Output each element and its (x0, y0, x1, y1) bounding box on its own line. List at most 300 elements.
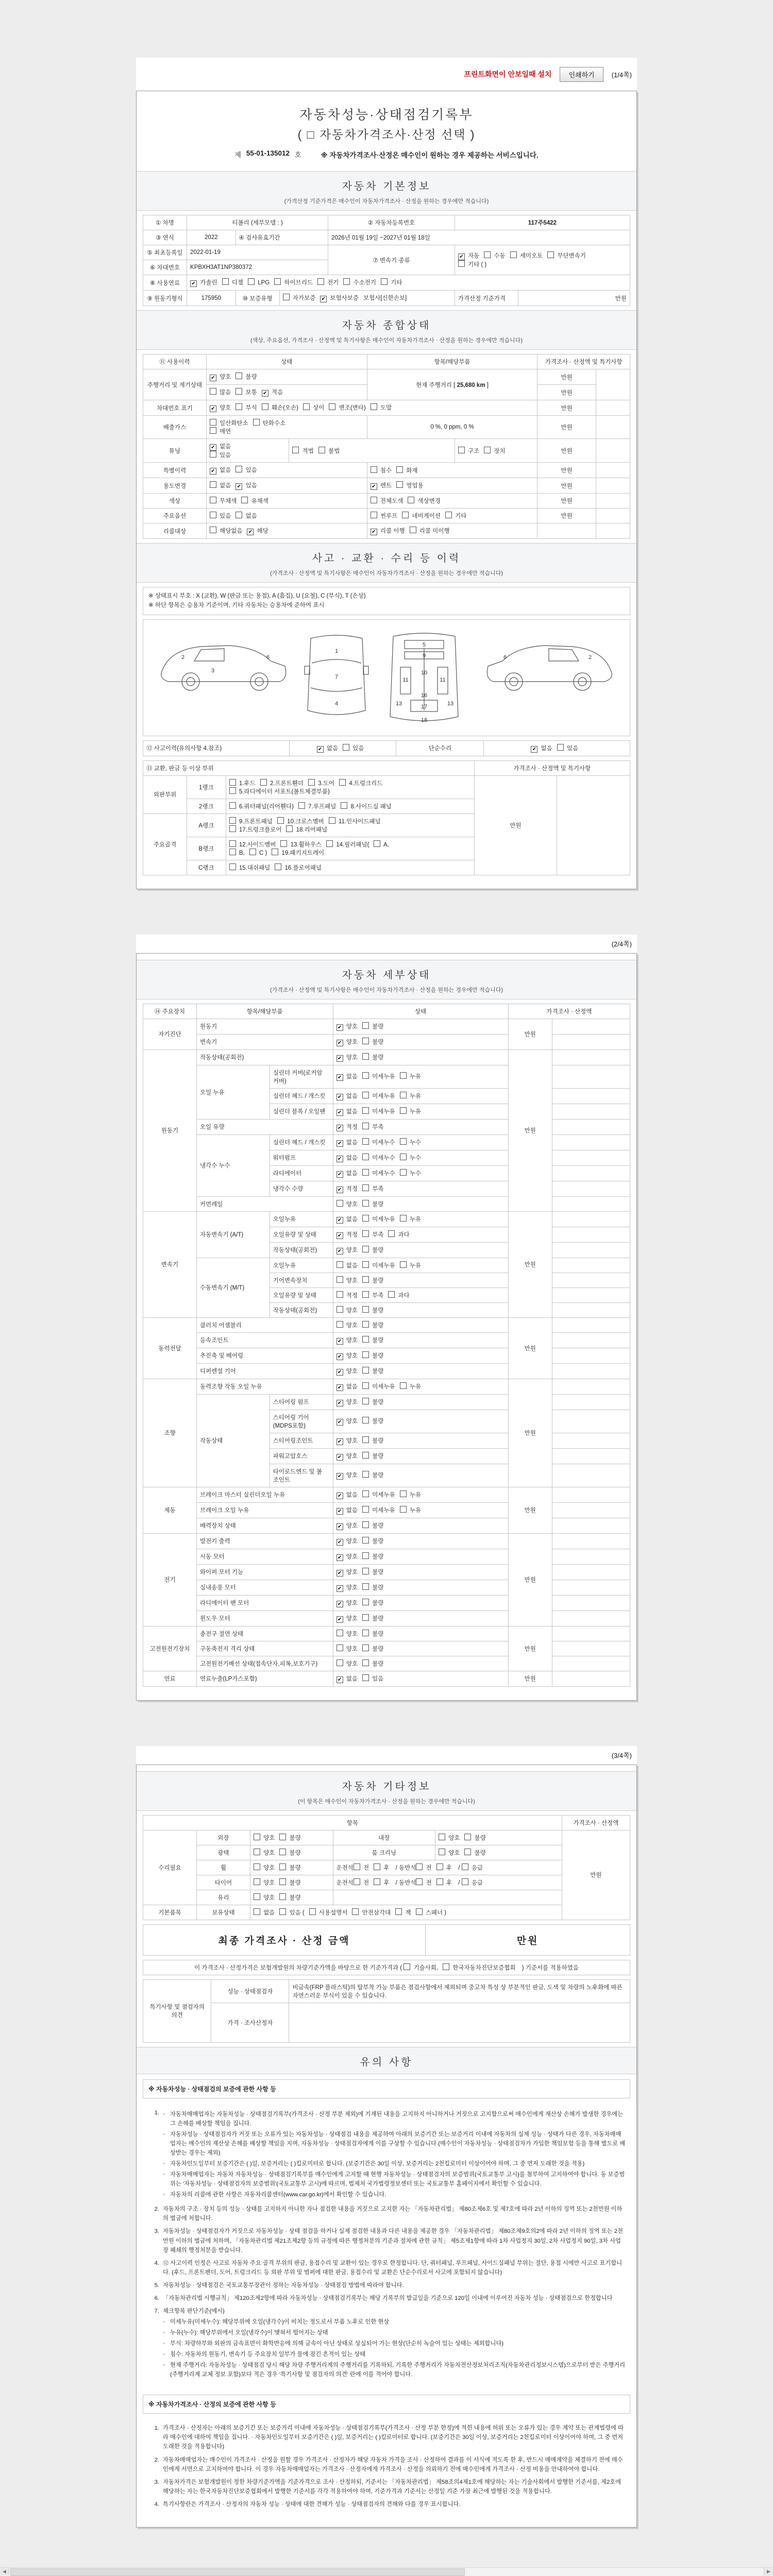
checkbox-label: 양호 (344, 1553, 358, 1560)
check-option (400, 1506, 421, 1514)
checkbox-icon[interactable] (436, 1863, 443, 1870)
checkbox-icon[interactable] (210, 427, 216, 434)
table-cell (552, 1410, 630, 1433)
checkbox-icon[interactable]: ✔ (210, 468, 216, 474)
check-option (318, 447, 340, 455)
checkbox-icon[interactable] (354, 1863, 360, 1870)
checkbox-icon[interactable] (254, 1893, 260, 1900)
checkbox-icon[interactable] (337, 1306, 343, 1313)
checkbox-icon[interactable] (362, 1398, 369, 1404)
page-indicator-2: (2/4쪽) (611, 940, 632, 948)
checkbox-icon[interactable] (337, 1261, 343, 1268)
checkbox-icon[interactable] (210, 451, 216, 457)
checkbox-icon[interactable] (400, 1107, 407, 1114)
checkbox-icon[interactable] (400, 1261, 407, 1268)
checkbox-icon[interactable] (439, 1834, 445, 1840)
table-cell (552, 1348, 630, 1363)
checkbox-icon[interactable] (362, 1490, 369, 1497)
checkbox-label: 자동 (466, 253, 480, 259)
checkbox-label: 유채색 (249, 498, 268, 504)
checkbox-icon[interactable] (374, 1863, 380, 1870)
checkbox-label: 양호 (344, 1247, 358, 1253)
checkbox-icon[interactable] (260, 779, 267, 786)
checkbox-icon[interactable] (254, 1834, 260, 1840)
checkbox-label: 불량 (370, 1522, 384, 1529)
check-option (337, 1490, 358, 1499)
checkbox-label: 해당 (255, 528, 268, 534)
checkbox-icon[interactable] (277, 817, 284, 824)
checkbox-icon[interactable]: ✔ (531, 746, 537, 753)
checkbox-icon[interactable] (371, 466, 377, 473)
checkbox-icon[interactable] (362, 1506, 369, 1513)
table-cell (552, 1287, 630, 1302)
checkbox-icon[interactable] (229, 817, 236, 824)
checkbox-icon[interactable] (343, 278, 350, 285)
checkbox-icon[interactable] (462, 1863, 468, 1870)
notice-item-number: 6. (154, 2295, 159, 2301)
check-option (362, 1291, 383, 1299)
checkbox-icon[interactable] (210, 527, 216, 533)
checkbox-icon[interactable]: ✔ (317, 746, 324, 753)
checkbox-icon[interactable] (292, 447, 299, 453)
checkbox-icon[interactable]: ✔ (210, 405, 216, 412)
checkbox-icon[interactable] (279, 1893, 286, 1900)
checkbox-icon[interactable]: ✔ (337, 1419, 343, 1426)
checkbox-icon[interactable] (272, 849, 278, 855)
check-option (241, 497, 268, 505)
checkbox-icon[interactable] (362, 1053, 369, 1060)
checkbox-icon[interactable] (362, 1072, 369, 1079)
checkbox-label: 안전삼각대 (360, 1909, 391, 1916)
checkbox-icon[interactable]: ✔ (210, 375, 216, 381)
check-option (439, 1834, 460, 1842)
checkbox-icon[interactable]: ✔ (458, 253, 465, 260)
checkbox-icon[interactable] (309, 1908, 316, 1915)
checkbox-icon[interactable] (400, 1215, 407, 1222)
checkbox-icon[interactable] (362, 1537, 369, 1544)
checkbox-icon[interactable]: ✔ (337, 1094, 343, 1100)
table-cell: 차대번호 표기 (143, 400, 207, 416)
checkbox-icon[interactable] (362, 1382, 369, 1389)
checkbox-icon[interactable] (464, 1834, 471, 1840)
checkbox-icon[interactable] (362, 1169, 369, 1176)
checkbox-icon[interactable] (236, 403, 242, 410)
table-cell (333, 1564, 508, 1580)
checkbox-icon[interactable] (362, 1336, 369, 1343)
checkbox-icon[interactable] (416, 1863, 423, 1870)
check-option (400, 1107, 421, 1115)
table-cell: 타이어 (196, 1875, 250, 1890)
notice-item-number: 7. (154, 2308, 159, 2314)
checkbox-icon[interactable] (402, 512, 409, 518)
checkbox-icon[interactable] (329, 817, 335, 824)
checkbox-icon[interactable]: ✔ (337, 1438, 343, 1445)
checkbox-icon[interactable] (400, 1092, 407, 1098)
checkbox-icon[interactable] (396, 466, 403, 473)
checkbox-icon[interactable] (275, 863, 281, 870)
checkbox-icon[interactable]: ✔ (337, 1493, 343, 1499)
checkbox-icon[interactable] (210, 419, 216, 426)
scroll-right-arrow[interactable]: ▶ (764, 2568, 773, 2575)
checkbox-icon[interactable] (557, 744, 564, 751)
checkbox-icon[interactable] (249, 849, 256, 855)
checkbox-icon[interactable] (362, 1276, 369, 1283)
checkbox-icon[interactable] (371, 512, 377, 518)
checkbox-icon[interactable] (362, 1630, 369, 1636)
checkbox-icon[interactable] (484, 447, 491, 453)
checkbox-icon[interactable] (253, 419, 260, 426)
checkbox-icon[interactable] (362, 1138, 369, 1145)
checkbox-icon[interactable] (262, 403, 268, 410)
checkbox-label: 디젤 (230, 280, 243, 286)
checkbox-icon[interactable] (254, 1849, 260, 1855)
checkbox-label: 양호 (344, 1538, 358, 1545)
table-cell (289, 2003, 630, 2042)
checkbox-icon[interactable] (395, 1908, 402, 1915)
checkbox-icon[interactable] (337, 1200, 343, 1207)
checkbox-icon[interactable]: ✔ (337, 1338, 343, 1345)
checkbox-icon[interactable] (458, 447, 465, 453)
checkbox-icon[interactable]: ✔ (337, 1125, 343, 1131)
checkbox-icon[interactable]: ✔ (337, 1024, 343, 1031)
checkbox-icon[interactable] (381, 278, 388, 285)
checkbox-icon[interactable] (400, 1138, 407, 1145)
checkbox-label: 부족 (370, 1231, 384, 1238)
print-install-notice[interactable]: 프린트화면이 안보일때 설치 (464, 70, 552, 78)
check-option (362, 1072, 395, 1080)
checkbox-label: 없음 (344, 1170, 358, 1177)
checkbox-icon[interactable]: ✔ (337, 1676, 343, 1683)
checkbox-icon[interactable] (362, 1351, 369, 1358)
checkbox-label: 리콜 미이행 (417, 528, 450, 534)
check-option (400, 1138, 421, 1146)
checkbox-icon[interactable] (248, 278, 255, 285)
checkbox-icon[interactable]: ✔ (337, 1539, 343, 1546)
checkbox-icon[interactable] (464, 1849, 471, 1855)
checkbox-icon[interactable] (236, 388, 242, 395)
checkbox-icon[interactable] (362, 1200, 369, 1207)
checkbox-icon[interactable] (337, 1659, 343, 1666)
horizontal-scrollbar[interactable] (0, 2567, 773, 2576)
check-option (190, 278, 217, 287)
table-cell: ⑧ 사용연료 (143, 275, 187, 291)
checkbox-icon[interactable] (298, 802, 305, 809)
checkbox-icon[interactable] (547, 251, 554, 258)
checkbox-label: 화재 (405, 467, 418, 474)
table-cell (333, 1671, 508, 1686)
checkbox-icon[interactable] (362, 1471, 369, 1478)
checkbox-icon[interactable] (443, 1963, 449, 1970)
checkbox-icon[interactable] (362, 1321, 369, 1328)
checkbox-icon[interactable]: ✔ (337, 1554, 343, 1561)
checkbox-icon[interactable] (210, 388, 216, 395)
checkbox-icon[interactable] (362, 1417, 369, 1423)
checkbox-icon[interactable] (254, 1863, 260, 1870)
checkbox-icon[interactable] (337, 1630, 343, 1636)
checkbox-icon[interactable] (308, 779, 315, 786)
checkbox-icon[interactable] (362, 1092, 369, 1098)
checkbox-icon[interactable] (241, 497, 248, 503)
checkbox-icon[interactable] (362, 1367, 369, 1374)
checkbox-icon[interactable] (341, 802, 347, 809)
table-cell (226, 860, 474, 875)
checkbox-icon[interactable] (236, 512, 242, 518)
checkbox-icon[interactable]: ✔ (337, 1369, 343, 1376)
svg-text:18: 18 (421, 717, 428, 723)
checkbox-icon[interactable] (462, 1878, 468, 1885)
checkbox-label: 누유 (408, 1262, 422, 1269)
checkbox-icon[interactable]: ✔ (337, 1248, 343, 1255)
checkbox-icon[interactable] (408, 497, 414, 503)
checkbox-icon[interactable] (337, 1276, 343, 1283)
checkbox-icon[interactable]: ✔ (337, 1232, 343, 1239)
table-cell (333, 1317, 508, 1332)
checkbox-icon[interactable] (396, 481, 403, 488)
table-cell: 만원 (508, 1379, 552, 1487)
checkbox-icon[interactable] (400, 1490, 407, 1497)
check-option (229, 817, 273, 825)
table-cell (289, 740, 396, 756)
checkbox-icon[interactable]: ✔ (371, 483, 377, 490)
accident-history-row-table (143, 740, 630, 756)
checkbox-icon[interactable] (274, 278, 281, 285)
table-cell (552, 1564, 630, 1580)
checkbox-icon[interactable] (229, 787, 236, 794)
check-option (362, 1436, 383, 1445)
checkbox-icon[interactable] (362, 1645, 369, 1651)
checkbox-icon[interactable] (484, 251, 491, 258)
checkbox-label: 불량 (370, 1399, 384, 1405)
checkbox-icon[interactable] (279, 1908, 286, 1915)
checkbox-icon[interactable] (283, 294, 290, 300)
check-option (254, 1878, 275, 1887)
checkbox-icon[interactable]: ✔ (337, 1601, 343, 1607)
check-option (272, 849, 324, 857)
table-cell (333, 1348, 508, 1363)
checkbox-icon[interactable] (362, 1246, 369, 1252)
checkbox-icon[interactable]: ✔ (337, 1473, 343, 1480)
checkbox-label: 누수 (408, 1170, 422, 1177)
checkbox-icon[interactable]: ✔ (190, 280, 197, 287)
checkbox-icon[interactable] (362, 1038, 369, 1044)
checkbox-icon[interactable]: ✔ (236, 483, 242, 490)
table-cell (552, 1433, 630, 1448)
checkbox-icon[interactable] (374, 1878, 380, 1885)
checkbox-icon[interactable] (286, 825, 293, 832)
checkbox-icon[interactable] (236, 466, 242, 472)
check-option (362, 1645, 383, 1653)
checkbox-icon[interactable] (362, 1659, 369, 1666)
table-cell: 오일누유 (270, 1211, 333, 1227)
checkbox-icon[interactable] (458, 260, 465, 267)
check-option (337, 1614, 358, 1623)
checkbox-icon[interactable] (326, 840, 333, 847)
checkbox-icon[interactable]: ✔ (337, 1187, 343, 1193)
checkbox-icon[interactable] (362, 1568, 369, 1574)
checkbox-icon[interactable] (210, 481, 216, 488)
checkbox-icon[interactable]: ✔ (337, 1384, 343, 1391)
checkbox-icon[interactable] (362, 1261, 369, 1268)
checkbox-label: 양호 (261, 1879, 275, 1886)
checkbox-icon[interactable] (339, 779, 346, 786)
checkbox-icon[interactable] (362, 1552, 369, 1559)
checkbox-icon[interactable]: ✔ (371, 529, 377, 535)
checkbox-icon[interactable] (337, 1321, 343, 1328)
checkbox-icon[interactable]: ✔ (262, 390, 268, 397)
checkbox-label: 양호 (217, 374, 231, 380)
checkbox-icon[interactable] (329, 403, 335, 410)
checkbox-icon[interactable] (510, 251, 517, 258)
checkbox-icon[interactable] (362, 1306, 369, 1313)
table-cell (552, 1549, 630, 1564)
checkbox-icon[interactable]: ✔ (337, 1040, 343, 1046)
checkbox-icon[interactable] (229, 849, 236, 855)
checkbox-icon[interactable] (362, 1230, 369, 1237)
checkbox-icon[interactable]: ✔ (337, 1570, 343, 1577)
checkbox-icon[interactable] (362, 1154, 369, 1160)
notice-item-body: ⑫ 사고이력 인정은 사고로 자동차 주요 골격 부위의 판금, 용접수리 및 교환이 있는 경우로 한정합니다. 단, 쿼터패널, 루프패널, 사이드실패널 부위는 절단, 용접 시에만 사고로 표기합니다. (후드, 프론트펜더, 도어, 트렁크리드 등 외판 부위 및 범퍼에 대한 판금, 용접수리 및 교환은 단순수리로서 사고에 포함되지 않습니다) (163, 2260, 623, 2276)
checkbox-icon[interactable]: ✔ (337, 1217, 343, 1224)
checkbox-icon[interactable] (222, 278, 229, 285)
table-cell (552, 1502, 630, 1518)
checkbox-icon[interactable] (371, 403, 377, 410)
checkbox-icon[interactable]: ✔ (210, 444, 216, 451)
notice-item-number: 3. (154, 2228, 159, 2235)
checkbox-icon[interactable] (279, 1878, 286, 1885)
check-option (329, 403, 365, 412)
checkbox-icon[interactable]: ✔ (337, 1156, 343, 1162)
checkbox-icon[interactable] (254, 1878, 260, 1885)
checkbox-icon[interactable] (400, 1154, 407, 1160)
checkbox-icon[interactable] (229, 825, 236, 832)
checkbox-icon[interactable] (279, 1863, 286, 1870)
checkbox-icon[interactable] (362, 1107, 369, 1114)
scroll-left-arrow[interactable]: ◀ (0, 2568, 9, 2575)
checkbox-icon[interactable] (279, 1849, 286, 1855)
checkbox-icon[interactable] (279, 1834, 286, 1840)
checkbox-icon[interactable] (303, 403, 310, 410)
checkbox-icon[interactable]: ✔ (247, 529, 254, 535)
checkbox-icon[interactable]: ✔ (320, 296, 327, 302)
checkbox-icon[interactable]: ✔ (337, 1109, 343, 1116)
table-cell (552, 1302, 630, 1317)
checkbox-icon[interactable]: ✔ (337, 1400, 343, 1406)
checkbox-icon[interactable] (229, 840, 236, 847)
checkbox-icon[interactable]: ✔ (337, 1508, 343, 1515)
table-cell: 만원 (508, 1317, 552, 1379)
checkbox-icon[interactable] (362, 1452, 369, 1459)
checkbox-icon[interactable] (318, 447, 325, 453)
checkbox-icon[interactable] (254, 1908, 260, 1915)
table-cell: 스티어링조인트 (270, 1433, 333, 1448)
checkbox-icon[interactable] (400, 1382, 407, 1389)
checkbox-icon[interactable] (362, 1599, 369, 1605)
checkbox-icon[interactable] (400, 1072, 407, 1079)
table-cell: ⑫ 사고이력(유의사항 4.참조) (143, 740, 290, 756)
checkbox-icon[interactable]: ✔ (337, 1454, 343, 1461)
check-option (337, 1230, 358, 1239)
checkbox-label: 5.라디에이터 서포트(볼트체결부품) (237, 788, 330, 795)
checkbox-icon[interactable] (337, 1291, 343, 1298)
checkbox-icon[interactable] (362, 1674, 369, 1681)
checkbox-icon[interactable] (362, 1215, 369, 1222)
table-cell: 성능 · 상태점검자 (211, 1979, 289, 2003)
checkbox-icon[interactable]: ✔ (337, 1523, 343, 1530)
checkbox-icon[interactable] (400, 1506, 407, 1513)
checkbox-icon[interactable] (236, 372, 242, 379)
checkbox-label: 양호 (344, 1472, 358, 1479)
checkbox-icon[interactable] (343, 744, 349, 751)
checkbox-icon[interactable]: ✔ (337, 1171, 343, 1178)
checkbox-icon[interactable] (388, 1230, 395, 1237)
page-gap-1 (136, 889, 637, 935)
checkbox-label: 10.크로스멤버 (285, 818, 324, 825)
checkbox-icon[interactable] (436, 1878, 443, 1885)
checkbox-icon[interactable] (374, 840, 380, 847)
checkbox-label: 해당없음 (217, 528, 243, 534)
checkbox-label: 양호 (344, 1054, 358, 1061)
checkbox-icon[interactable] (354, 1878, 360, 1885)
table-cell: 수리필요 (143, 1830, 197, 1905)
checkbox-icon[interactable] (317, 278, 324, 285)
checkbox-icon[interactable]: ✔ (337, 1616, 343, 1623)
checkbox-icon[interactable]: ✔ (337, 1353, 343, 1360)
checkbox-icon[interactable] (416, 1908, 423, 1915)
table-cell: 워터펌프 (270, 1150, 333, 1165)
checkbox-icon[interactable] (362, 1123, 369, 1129)
checkbox-icon[interactable] (439, 1849, 445, 1855)
checkbox-icon[interactable] (404, 1963, 410, 1970)
checkbox-label: 불량 (370, 1307, 384, 1314)
checkbox-icon[interactable]: ✔ (337, 1585, 343, 1592)
checkbox-icon[interactable] (362, 1022, 369, 1029)
check-option (229, 863, 271, 872)
checkbox-icon[interactable] (388, 1291, 395, 1298)
checkbox-icon[interactable] (362, 1184, 369, 1191)
checkbox-icon[interactable] (371, 497, 377, 503)
checkbox-icon[interactable] (362, 1583, 369, 1590)
checkbox-icon[interactable] (362, 1291, 369, 1298)
check-option (396, 466, 417, 474)
checkbox-icon[interactable] (337, 1645, 343, 1651)
checkbox-icon[interactable] (210, 497, 216, 503)
checkbox-icon[interactable] (229, 863, 236, 870)
checkbox-icon[interactable]: ✔ (337, 1140, 343, 1147)
checkbox-icon[interactable] (229, 779, 236, 786)
checkbox-icon[interactable] (362, 1614, 369, 1621)
doc-title-line1: 자동차성능·상태점검기록부 (299, 108, 474, 122)
print-button[interactable]: 인쇄하기 (560, 67, 603, 82)
checkbox-icon[interactable]: ✔ (337, 1074, 343, 1081)
checkbox-icon[interactable]: ✔ (337, 1055, 343, 1062)
notice-item-number: 2. (154, 2456, 159, 2463)
checkbox-icon[interactable] (280, 840, 287, 847)
checkbox-icon[interactable] (416, 1878, 423, 1885)
checkbox-label: 없음 (217, 444, 231, 450)
checkbox-icon[interactable] (410, 527, 416, 533)
checkbox-icon[interactable] (352, 1908, 359, 1915)
checkbox-icon[interactable] (362, 1521, 369, 1528)
notice-item-body: 특기사항란은 가격조사 · 산정자의 자동차 성능 · 상태에 대한 견해가 성능 · 상태점검자의 견해와 다를 경우 표시합니다. (163, 2501, 461, 2507)
scroll-thumb[interactable] (10, 2568, 465, 2576)
print-toolbar (136, 58, 637, 91)
checkbox-label: 있음 (244, 483, 257, 489)
checkbox-icon[interactable] (210, 512, 216, 518)
checkbox-icon[interactable] (362, 1436, 369, 1443)
checkbox-icon[interactable] (400, 1169, 407, 1176)
checkbox-icon[interactable] (229, 802, 236, 809)
checkbox-icon[interactable] (445, 512, 452, 518)
